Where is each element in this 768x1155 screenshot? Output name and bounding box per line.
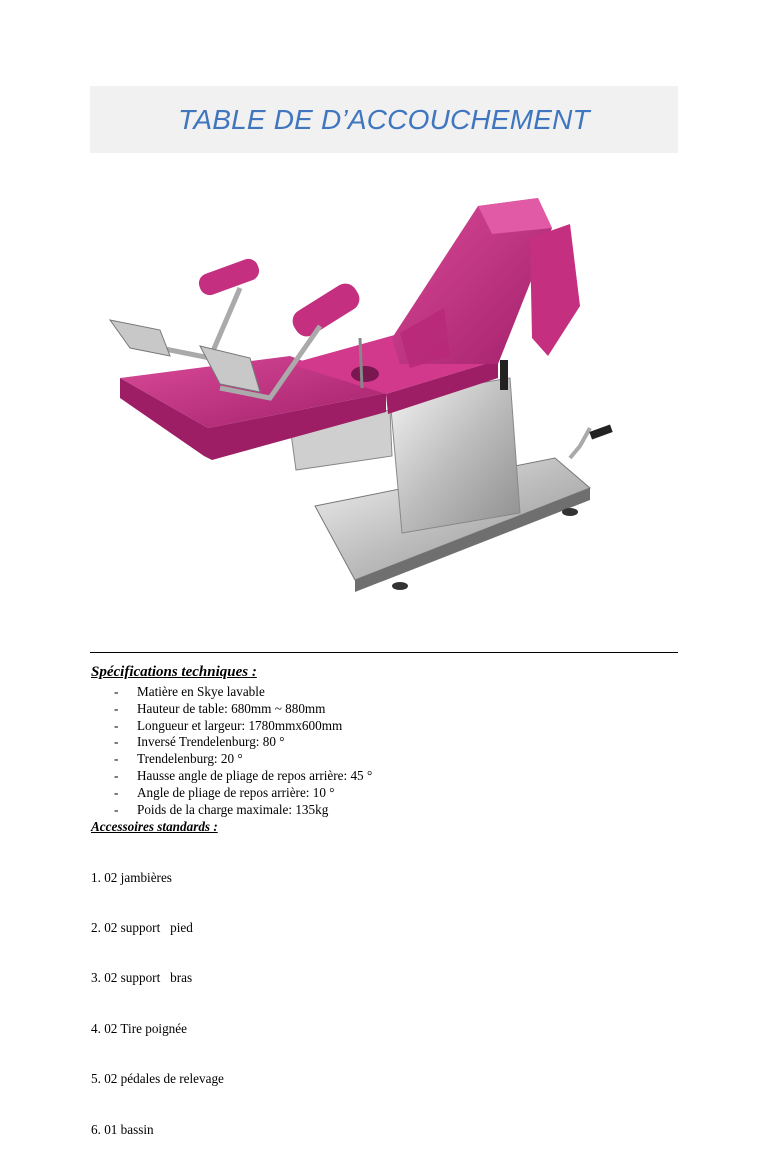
list-item: - Longueur et largeur: 1780mmx600mm [114, 717, 343, 733]
foot-support-left [110, 320, 170, 356]
title-banner [90, 86, 678, 153]
leg-rest-left [196, 256, 262, 298]
accessories-list [91, 836, 224, 1155]
list-item: 1. 02 jambières [91, 869, 172, 885]
list-item: - Angle de pliage de repos arrière: 10 ° [114, 784, 335, 800]
specifications-heading: Spécifications techniques : [91, 664, 257, 680]
leg-rest-right [288, 279, 364, 341]
document-title: TABLE DE D’ACCOUCHEMENT [178, 103, 590, 135]
list-item: - Trendelenburg: 20 ° [114, 751, 243, 767]
list-item: - Inversé Trendelenburg: 80 ° [114, 734, 285, 750]
list-item: 5. 02 pédales de relevage [91, 1071, 224, 1087]
arm-rest-right [530, 224, 580, 356]
list-item: - Poids de la charge maximale: 135kg [114, 801, 329, 817]
specifications-list [114, 684, 372, 818]
pedal [589, 424, 612, 439]
section-divider [90, 652, 678, 653]
list-item: - Hausse angle de pliage de repos arrière: 45 ° [114, 767, 373, 783]
list-item: 6. 01 bassin [91, 1121, 154, 1137]
list-item: - Hauteur de table: 680mm ~ 880mm [114, 700, 326, 716]
list-item: 4. 02 Tire poignée [91, 1020, 187, 1036]
list-item: - Matière en Skye lavable [114, 684, 265, 699]
accessories-heading: Accessoires standards : [91, 819, 218, 834]
list-item: 3. 02 support bras [91, 970, 193, 986]
list-item: 2. 02 support pied [91, 919, 193, 935]
delivery-table-photo [100, 188, 670, 608]
